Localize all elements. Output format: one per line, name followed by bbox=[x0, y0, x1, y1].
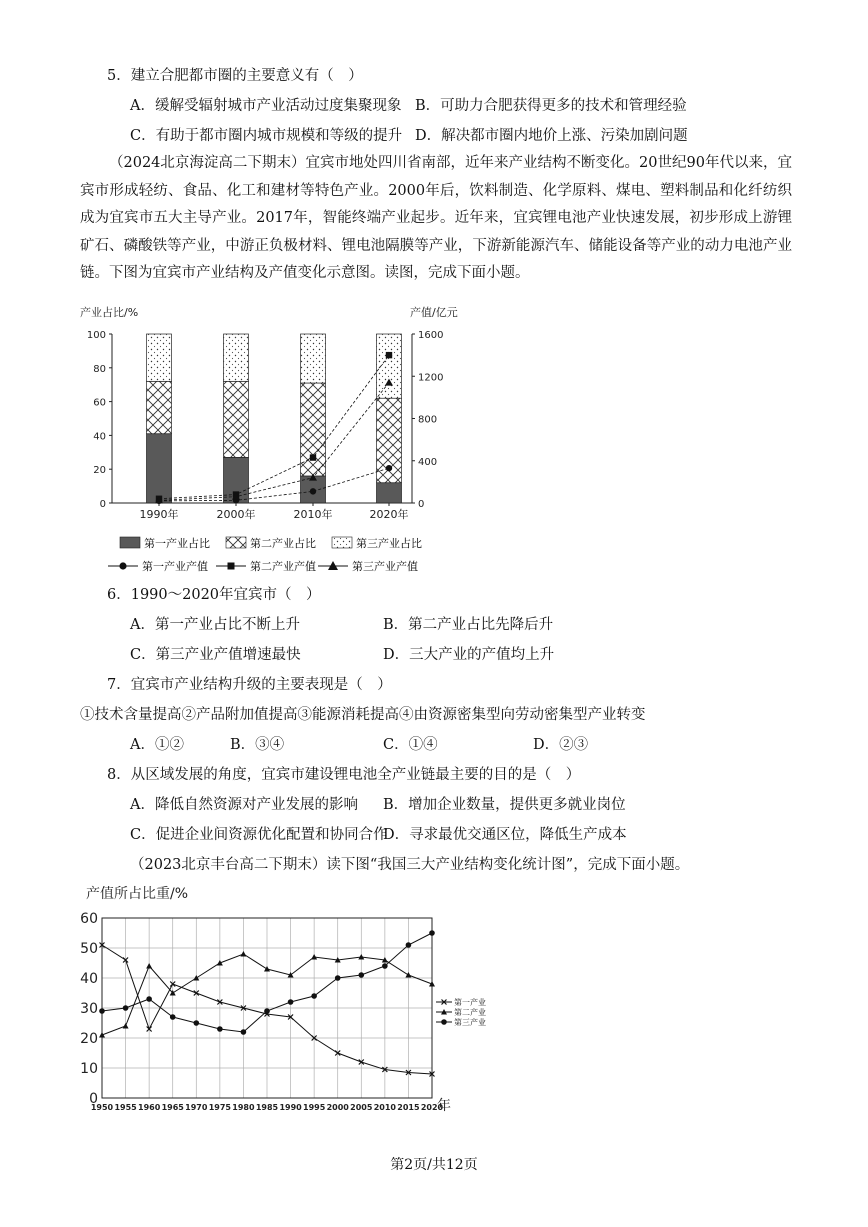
chart1-left-tick-label: 80 bbox=[93, 363, 106, 375]
chart2-point bbox=[358, 972, 364, 978]
q8-option-a: A．降低自然资源对产业发展的影响 bbox=[130, 797, 358, 813]
chart1-bar-segment bbox=[224, 381, 249, 457]
q8-option-c: C．促进企业间资源优化配置和协同合作 bbox=[130, 827, 388, 843]
chart1-point bbox=[386, 352, 392, 358]
chart2-y-tick-label: 20 bbox=[80, 1031, 98, 1047]
chart1-right-tick-label: 0 bbox=[418, 499, 425, 510]
chart1-point bbox=[310, 454, 316, 460]
legend-primary-value: 第一产业产值 bbox=[142, 560, 208, 573]
chart2-x-axis-title: 年 bbox=[437, 1098, 451, 1114]
chart1-right-tick-label: 400 bbox=[418, 456, 438, 468]
chart2-x-tick-label: 2010 bbox=[373, 1103, 396, 1112]
chart2-point bbox=[382, 963, 388, 969]
chart2-legend-label: 第三产业 bbox=[454, 1018, 486, 1027]
legend-primary-share: 第一产业占比 bbox=[144, 537, 210, 550]
chart2-point bbox=[335, 975, 341, 981]
chart2-x-tick-label: 1960 bbox=[138, 1103, 161, 1112]
chart1-bar-segment bbox=[147, 434, 172, 503]
chart1-x-tick-label: 2020年 bbox=[369, 508, 409, 521]
q8-option-b: B．增加企业数量，提供更多就业岗位 bbox=[383, 797, 626, 813]
chart2-point bbox=[358, 954, 364, 960]
legend-tertiary-share: 第三产业占比 bbox=[356, 537, 422, 550]
chart2-point bbox=[241, 1029, 247, 1035]
legend-marker-square-icon bbox=[228, 563, 235, 570]
chart1-legend bbox=[108, 536, 422, 573]
q6-option-c: C．第三产业产值增速最快 bbox=[130, 647, 301, 663]
q7-option-b: B．③④ bbox=[230, 737, 285, 753]
chart2-point bbox=[170, 1014, 176, 1020]
chart1-right-tick-label: 1600 bbox=[418, 330, 444, 341]
chart2-legend-label: 第一产业 bbox=[454, 998, 486, 1007]
chart2-point bbox=[123, 1005, 129, 1011]
chart2-x-tick-label: 1950 bbox=[90, 1103, 114, 1112]
page-footer: 第2页/共12页 bbox=[390, 1157, 478, 1173]
chart2-x-tick-label: 1980 bbox=[232, 1103, 255, 1112]
q5-option-c: C．有助于都市圈内城市规模和等级的提升 bbox=[130, 128, 403, 144]
chart2-point bbox=[311, 993, 317, 999]
q5-option-b: B．可助力合肥获得更多的技术和管理经验 bbox=[415, 98, 687, 114]
chart1-point bbox=[386, 465, 392, 471]
chart2-point bbox=[99, 1032, 105, 1038]
chart2-point bbox=[429, 930, 435, 936]
chart2-point bbox=[311, 954, 317, 960]
q7-option-a: A．①② bbox=[130, 737, 184, 753]
q8-stem: 8．从区域发展的角度，宜宾市建设锂电池全产业链最主要的目的是（ ） bbox=[107, 767, 581, 783]
chart2-point bbox=[429, 981, 435, 987]
chart2-y-tick-label: 40 bbox=[80, 971, 98, 987]
legend-swatch-primary-share bbox=[120, 537, 140, 548]
chart2-x-tick-label: 1955 bbox=[114, 1103, 137, 1112]
q7-statements: ①技术含量提高②产品附加值提高③能源消耗提高④由资源密集型向劳动密集型产业转变 bbox=[80, 707, 646, 723]
chart1-right-tick-label: 800 bbox=[418, 414, 438, 426]
q6-option-d: D．三大产业的产值均上升 bbox=[383, 647, 555, 663]
q7-stem: 7．宜宾市产业结构升级的主要表现是（ ） bbox=[107, 677, 392, 693]
chart1-left-tick-label: 0 bbox=[99, 499, 106, 510]
chart2-x-tick-label: 1995 bbox=[303, 1103, 326, 1112]
chart1-x-tick-label: 2000年 bbox=[216, 508, 256, 521]
chart2-x-tick-label: 1965 bbox=[161, 1103, 184, 1112]
q6-stem: 6．1990～2020年宜宾市（ ） bbox=[107, 587, 321, 603]
q7-option-c: C．①④ bbox=[383, 737, 438, 753]
chart2-y-tick-label: 60 bbox=[80, 911, 98, 927]
chart2-x-tick-label: 1985 bbox=[255, 1103, 279, 1112]
chart2-point bbox=[405, 972, 411, 978]
legend-marker-circle-icon bbox=[119, 562, 126, 569]
chart2-point bbox=[240, 951, 246, 957]
chart1-x-tick-label: 1990年 bbox=[139, 508, 179, 521]
chart2-point bbox=[288, 999, 294, 1005]
chart1-x-tick-label: 2010年 bbox=[293, 508, 333, 521]
legend-secondary-value: 第二产业产值 bbox=[250, 560, 316, 573]
q5-stem: 5．建立合肥都市圈的主要意义有（ ） bbox=[107, 68, 363, 84]
chart2-point bbox=[99, 1008, 105, 1014]
chart2-point bbox=[406, 942, 412, 948]
chart1-point bbox=[310, 488, 316, 494]
chart2-x-tick-label: 1970 bbox=[185, 1103, 208, 1112]
chart2-x-tick-label: 2020 bbox=[420, 1103, 444, 1112]
legend-secondary-share: 第二产业占比 bbox=[250, 537, 316, 550]
chart2-x-tick-label: 2000 bbox=[326, 1103, 349, 1112]
chart1-left-tick-label: 100 bbox=[86, 330, 106, 341]
chart2-y-tick-label: 50 bbox=[80, 941, 98, 957]
material-paragraph-2: （2023北京丰台高二下期末）读下图“我国三大产业结构变化统计图”，完成下面小题。 bbox=[130, 857, 690, 873]
chart2-y-tick-label: 0 bbox=[89, 1091, 98, 1107]
chart2-point bbox=[193, 1020, 199, 1026]
q8-option-d: D．寻求最优交通区位，降低生产成本 bbox=[383, 827, 627, 843]
chart1-value-line bbox=[159, 355, 389, 499]
chart2-point bbox=[264, 966, 270, 972]
chart2-point bbox=[264, 1008, 270, 1014]
chart1-left-tick-label: 60 bbox=[93, 397, 106, 409]
chart1-left-axis-title: 产业占比/% bbox=[80, 306, 139, 319]
chart1-value-line bbox=[159, 468, 389, 501]
chart2-point bbox=[146, 963, 152, 969]
chart2-point bbox=[146, 996, 152, 1002]
q5-option-d: D．解决都市圈内地价上涨、污染加剧问题 bbox=[415, 128, 688, 144]
chart2-point bbox=[123, 1023, 129, 1029]
chart1-bar-segment bbox=[301, 334, 326, 383]
chart2-point bbox=[217, 1026, 223, 1032]
chart2-x-tick-label: 1990 bbox=[279, 1103, 302, 1112]
chart2-x-tick-label: 2015 bbox=[397, 1103, 420, 1112]
chart1-right-tick-label: 1200 bbox=[418, 372, 444, 384]
chart2-y-tick-label: 30 bbox=[80, 1001, 98, 1017]
legend-swatch-secondary-share bbox=[226, 537, 246, 548]
legend-tertiary-value: 第三产业产值 bbox=[352, 560, 418, 573]
q6-option-b: B．第二产业占比先降后升 bbox=[383, 617, 554, 633]
chart2-x-tick-label: 1975 bbox=[208, 1103, 231, 1112]
chart1-value-line bbox=[159, 383, 389, 501]
chart2-y-axis-title: 产值所占比重/% bbox=[86, 886, 189, 902]
material-paragraph-1: （2024北京海淀高二下期末）宜宾市地处四川省南部，近年来产业结构不断变化。20世纪90年代以来，宜宾市形成轻纺、食品、化工和建材等特色产业。2000年后，饮料制造、化学原料、煤电、塑料制品和化纤纺织成为宜宾市五大主导产业。2017年，智能终端产业起步。近年来，宜宾锂电池产业快速发展，初步形成上游锂矿石、磷酸铁等产业，中游正负极材料、锂电池隔膜等产业，下游新能源汽车、储能设备等产业的动力电池产业链。下图为宜宾市产业结构及产值变化示意图。读图，完成下面小题。 bbox=[80, 155, 792, 281]
chart1-left-tick-label: 40 bbox=[93, 431, 106, 443]
q5-option-a: A．缓解受辐射城市产业活动过度集聚现象 bbox=[130, 98, 402, 114]
q7-option-d: D．②③ bbox=[533, 737, 589, 753]
chart1-bar-segment bbox=[147, 381, 172, 433]
chart1-bar-segment bbox=[147, 334, 172, 381]
chart-industry-structure-yibin bbox=[78, 300, 458, 582]
chart2-x-tick-label: 2005 bbox=[350, 1103, 373, 1112]
chart1-left-tick-label: 20 bbox=[93, 465, 106, 477]
legend-swatch-tertiary-share bbox=[332, 537, 352, 548]
chart1-right-axis-title: 产值/亿元 bbox=[410, 306, 458, 319]
chart1-bar-segment bbox=[377, 334, 402, 398]
chart2-legend-marker bbox=[441, 1019, 447, 1025]
chart2-legend-label: 第二产业 bbox=[454, 1008, 486, 1017]
chart2-point bbox=[217, 960, 223, 966]
chart1-bar-segment bbox=[377, 483, 402, 503]
chart1-bar-segment bbox=[224, 334, 249, 381]
chart2-y-tick-label: 10 bbox=[80, 1061, 98, 1077]
q6-option-a: A．第一产业占比不断上升 bbox=[130, 617, 300, 633]
chart-china-industry-share bbox=[80, 880, 510, 1120]
